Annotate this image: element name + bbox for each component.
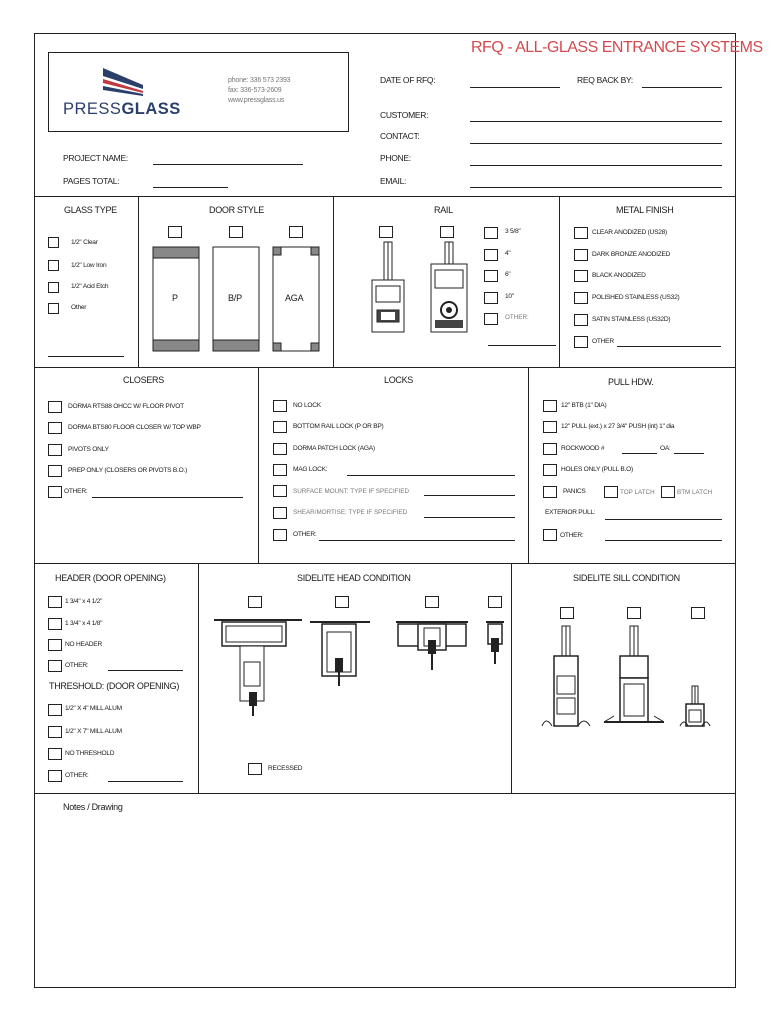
closers-heading: CLOSERS: [123, 375, 164, 385]
rail-profile-2-checkbox[interactable]: [440, 226, 454, 238]
header-4-1-2-checkbox[interactable]: [48, 596, 62, 608]
glass-clear-checkbox[interactable]: [48, 237, 59, 248]
date-of-rfq-label: DATE OF RFQ:: [380, 75, 436, 85]
pull-rockwood-field[interactable]: [622, 453, 657, 454]
sidelite-recessed-label: RECESSED: [268, 765, 303, 772]
threshold-heading: THRESHOLD: (DOOR OPENING): [49, 681, 180, 691]
logo-box: [48, 52, 349, 132]
door-style-heading: DOOR STYLE: [209, 205, 265, 215]
header-none-label: NO HEADER: [65, 641, 102, 648]
glass-other-checkbox[interactable]: [48, 303, 59, 314]
company-website: www.pressglass.us: [228, 97, 285, 104]
finish-polished-stainless-label: POLISHED STAINLESS (US32): [592, 294, 680, 301]
sidelite-sill-diagrams: [538, 624, 728, 732]
divider-row3: [34, 793, 736, 794]
glass-acid-etch-label: 1/2" Acid Etch: [71, 283, 109, 290]
header-4-1-2-label: 1 3/4" x 4 1/2": [65, 598, 103, 605]
threshold-none-checkbox[interactable]: [48, 748, 62, 760]
sidelite-head-3-checkbox[interactable]: [425, 596, 439, 608]
req-back-by-label: REQ BACK BY:: [577, 75, 633, 85]
finish-dark-bronze-checkbox[interactable]: [574, 249, 588, 261]
lock-none-label: NO LOCK: [293, 402, 321, 409]
header-door-opening-heading: HEADER (DOOR OPENING): [55, 573, 166, 583]
pull-panics-label: PANICS: [563, 488, 586, 495]
contact-label: CONTACT:: [380, 131, 420, 141]
rail-other-label: OTHER:: [505, 314, 529, 321]
closer-other-checkbox[interactable]: [48, 486, 62, 498]
divider-row2: [34, 563, 736, 564]
pull-other-label: OTHER:: [560, 532, 584, 539]
sidelite-recessed-checkbox[interactable]: [248, 763, 262, 775]
lock-shear-mortise-field[interactable]: [424, 517, 515, 518]
lock-shear-mortise-checkbox[interactable]: [273, 507, 287, 519]
notes-drawing-area[interactable]: [40, 818, 730, 983]
locks-heading: LOCKS: [384, 375, 414, 385]
phone-label: PHONE:: [380, 153, 411, 163]
closer-rts88-checkbox[interactable]: [48, 401, 62, 413]
pull-hdw-heading: PULL HDW.: [608, 377, 654, 387]
closer-prep-only-checkbox[interactable]: [48, 465, 62, 477]
sidelite-sill-1-checkbox[interactable]: [560, 607, 574, 619]
finish-clear-anodized-checkbox[interactable]: [574, 227, 588, 239]
finish-polished-stainless-checkbox[interactable]: [574, 292, 588, 304]
pull-12-btb-checkbox[interactable]: [543, 400, 557, 412]
pull-12-push-checkbox[interactable]: [543, 421, 557, 433]
email-label: EMAIL:: [380, 176, 407, 186]
closer-bts80-label: DORMA BTS80 FLOOR CLOSER W/ TOP WBP: [68, 424, 201, 431]
rail-10-checkbox[interactable]: [484, 292, 498, 304]
pull-12-btb-label: 12" BTB (1" DIA): [561, 402, 607, 409]
company-name: PRESSGLASS: [63, 100, 181, 118]
contact-field[interactable]: [470, 143, 722, 144]
sidelite-head-1-checkbox[interactable]: [248, 596, 262, 608]
sidelite-sill-3-checkbox[interactable]: [691, 607, 705, 619]
pull-exterior-label: EXTERIOR PULL:: [545, 509, 596, 516]
threshold-other-field[interactable]: [108, 781, 183, 782]
closer-pivots-only-label: PIVOTS ONLY: [68, 446, 109, 453]
door-bp-label: B/P: [228, 293, 242, 303]
rail-3-5-8-checkbox[interactable]: [484, 227, 498, 239]
rail-4-checkbox[interactable]: [484, 249, 498, 261]
lock-mag-checkbox[interactable]: [273, 464, 287, 476]
closer-prep-only-label: PREP ONLY (CLOSERS OR PIVOTS B.O.): [68, 467, 188, 474]
glass-low-iron-label: 1/2" Low Iron: [71, 262, 107, 269]
divider-v1: [138, 196, 139, 367]
lock-bottom-rail-checkbox[interactable]: [273, 421, 287, 433]
sidelite-sill-heading: SIDELITE SILL CONDITION: [573, 573, 680, 583]
pull-holes-only-checkbox[interactable]: [543, 464, 557, 476]
door-aga-label: AGA: [285, 293, 304, 303]
divider-v5: [528, 367, 529, 563]
sidelite-head-diagrams: [210, 618, 510, 723]
divider-row1: [34, 367, 736, 368]
lock-surface-mount-field[interactable]: [424, 495, 515, 496]
pull-holes-only-label: HOLES ONLY (PULL B.O): [561, 466, 633, 473]
finish-black-anodized-label: BLACK ANODIZED: [592, 272, 646, 279]
rail-3-5-8-label: 3 5/8": [505, 228, 521, 235]
company-fax: fax: 336-573-2609: [228, 87, 282, 94]
date-of-rfq-field[interactable]: [470, 87, 560, 88]
lock-none-checkbox[interactable]: [273, 400, 287, 412]
divider-v2: [333, 196, 334, 367]
threshold-none-label: NO THRESHOLD: [65, 750, 115, 757]
rail-other-checkbox[interactable]: [484, 313, 498, 325]
rail-6-label: 6": [505, 271, 511, 278]
pull-other-field[interactable]: [605, 540, 722, 541]
finish-black-anodized-checkbox[interactable]: [574, 270, 588, 282]
pages-total-field[interactable]: [153, 187, 228, 188]
rail-profile-diagrams: [365, 240, 480, 340]
header-4-1-8-label: 1 3/4" x 4 1/8": [65, 620, 103, 627]
lock-patch-label: DORMA PATCH LOCK (AGA): [293, 445, 375, 452]
glass-acid-etch-checkbox[interactable]: [48, 282, 59, 293]
glass-other-label: Other: [71, 304, 87, 311]
sidelite-head-heading: SIDELITE HEAD CONDITION: [297, 573, 411, 583]
header-other-label: OTHER:: [65, 662, 89, 669]
pull-exterior-field[interactable]: [605, 519, 722, 520]
threshold-4-label: 1/2" X 4" MILL ALUM: [65, 705, 122, 712]
pull-12-push-label: 12" PULL (ext.) x 27 3/4" PUSH (int) 1" dia: [561, 423, 675, 430]
glass-other-field[interactable]: [48, 356, 124, 357]
pull-rockwood-checkbox[interactable]: [543, 443, 557, 455]
rail-4-label: 4": [505, 250, 511, 257]
customer-field[interactable]: [470, 121, 722, 122]
lock-other-label: OTHER:: [293, 531, 317, 538]
threshold-other-label: OTHER:: [65, 772, 89, 779]
header-4-1-8-checkbox[interactable]: [48, 618, 62, 630]
lock-patch-checkbox[interactable]: [273, 443, 287, 455]
finish-clear-anodized-label: CLEAR ANODIZED (US28): [592, 229, 667, 236]
divider-v7: [511, 563, 512, 793]
divider-v6: [198, 563, 199, 793]
pull-oa-field[interactable]: [674, 453, 704, 454]
finish-satin-stainless-label: SATIN STAINLESS (US32D): [592, 316, 671, 323]
glass-clear-label: 1/2" Clear: [71, 239, 98, 246]
req-back-by-field[interactable]: [642, 87, 722, 88]
header-other-checkbox[interactable]: [48, 660, 62, 672]
threshold-4-checkbox[interactable]: [48, 704, 62, 716]
finish-other-label: OTHER: [592, 338, 614, 345]
email-field[interactable]: [470, 187, 722, 188]
lock-mag-label: MAG LOCK:: [293, 466, 328, 473]
project-name-label: PROJECT NAME:: [63, 153, 128, 163]
company-phone: phone: 336 573 2393: [228, 77, 291, 84]
project-name-field[interactable]: [153, 164, 303, 165]
lock-bottom-rail-label: BOTTOM RAIL LOCK (P OR BP): [293, 423, 384, 430]
threshold-7-label: 1/2" X 7" MILL ALUM: [65, 728, 122, 735]
pull-panics-checkbox[interactable]: [543, 486, 557, 498]
sidelite-head-4-checkbox[interactable]: [488, 596, 502, 608]
rail-profile-1-checkbox[interactable]: [379, 226, 393, 238]
lock-shear-mortise-label: SHEAR/MORTISE: TYPE IF SPECIFIED: [293, 509, 408, 516]
door-aga-checkbox[interactable]: [289, 226, 303, 238]
customer-label: CUSTOMER:: [380, 110, 429, 120]
closer-bts80-checkbox[interactable]: [48, 422, 62, 434]
finish-other-field[interactable]: [617, 346, 721, 347]
door-p-checkbox[interactable]: [168, 226, 182, 238]
notes-heading: Notes / Drawing: [63, 802, 123, 812]
closer-other-field[interactable]: [92, 497, 243, 498]
pages-total-label: PAGES TOTAL:: [63, 176, 120, 186]
pull-top-latch-checkbox[interactable]: [604, 486, 618, 498]
phone-field[interactable]: [470, 165, 722, 166]
pull-other-checkbox[interactable]: [543, 529, 557, 541]
header-other-field[interactable]: [108, 670, 183, 671]
lock-surface-mount-checkbox[interactable]: [273, 485, 287, 497]
closer-other-label: OTHER:: [64, 488, 88, 495]
lock-other-field[interactable]: [319, 540, 515, 541]
rail-heading: RAIL: [434, 205, 453, 215]
door-p-label: P: [172, 293, 178, 303]
pull-oa-label: OA:: [660, 445, 671, 452]
glass-low-iron-checkbox[interactable]: [48, 260, 59, 271]
finish-satin-stainless-checkbox[interactable]: [574, 314, 588, 326]
pull-btm-latch-label: BTM LATCH: [677, 489, 713, 496]
pull-top-latch-label: TOP LATCH: [620, 489, 655, 496]
sidelite-head-2-checkbox[interactable]: [335, 596, 349, 608]
divider-header: [34, 196, 736, 197]
metal-finish-heading: METAL FINISH: [616, 205, 674, 215]
finish-other-checkbox[interactable]: [574, 336, 588, 348]
door-bp-checkbox[interactable]: [229, 226, 243, 238]
threshold-other-checkbox[interactable]: [48, 770, 62, 782]
sidelite-sill-2-checkbox[interactable]: [627, 607, 641, 619]
pull-rockwood-label: ROCKWOOD #: [561, 445, 605, 452]
finish-dark-bronze-label: DARK BRONZE ANODIZED: [592, 251, 671, 258]
rail-other-field[interactable]: [488, 345, 556, 346]
threshold-7-checkbox[interactable]: [48, 726, 62, 738]
glass-type-heading: GLASS TYPE: [64, 205, 117, 215]
form-title: RFQ - ALL-GLASS ENTRANCE SYSTEMS: [471, 39, 763, 56]
header-none-checkbox[interactable]: [48, 639, 62, 651]
closer-rts88-label: DORMA RTS88 OHCC W/ FLOOR PIVOT: [68, 403, 184, 410]
pressglass-logo-icon: [103, 68, 143, 96]
divider-v4: [258, 367, 259, 563]
lock-mag-field[interactable]: [347, 475, 515, 476]
lock-other-checkbox[interactable]: [273, 529, 287, 541]
rail-6-checkbox[interactable]: [484, 270, 498, 282]
divider-v3: [559, 196, 560, 367]
pull-btm-latch-checkbox[interactable]: [661, 486, 675, 498]
closer-pivots-only-checkbox[interactable]: [48, 444, 62, 456]
rail-10-label: 10": [505, 293, 514, 300]
lock-surface-mount-label: SURFACE MOUNT: TYPE IF SPECIFIED: [293, 488, 410, 495]
